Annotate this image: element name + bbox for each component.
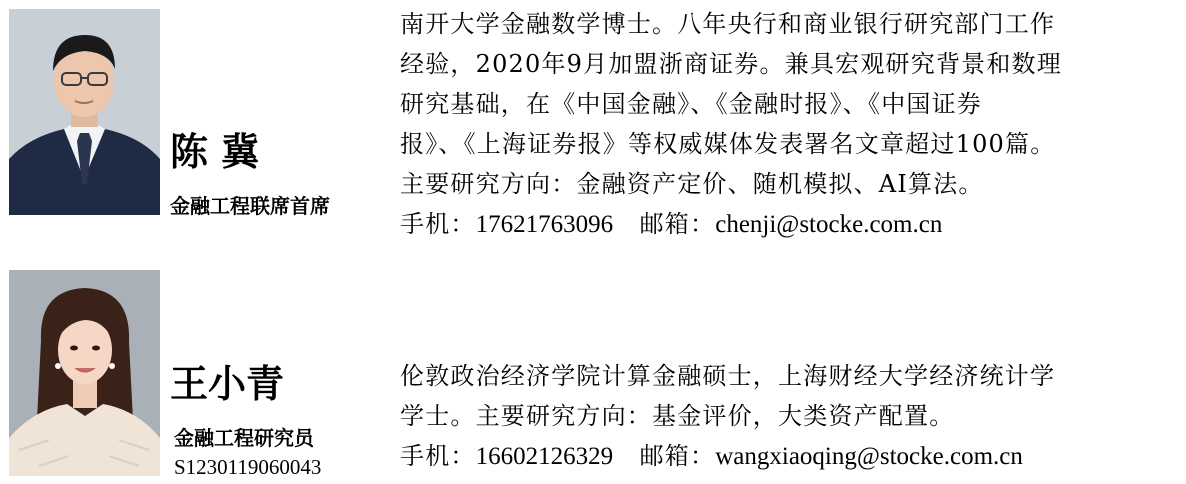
contact-line bbox=[400, 436, 1186, 477]
analyst-name: 陈 冀 bbox=[170, 129, 260, 174]
research-focus: 主要研究方向：金融资产定价、随机模拟、AI算法。 bbox=[400, 170, 984, 198]
phone-number: 16602126329 bbox=[475, 443, 614, 470]
email-label: 邮箱： bbox=[639, 210, 716, 238]
analyst-name: 王小青 bbox=[170, 361, 285, 406]
analyst-photo-wang-xiaoqing bbox=[9, 270, 160, 476]
analyst-bio bbox=[400, 356, 1186, 477]
bio-line: 研究基础，在《中国金融》、《金融时报》、《中国证券 bbox=[400, 90, 982, 118]
analyst-bio bbox=[400, 4, 1186, 245]
analyst-photo-chen-ji bbox=[9, 9, 160, 215]
email-address[interactable]: chenji@stocke.com.cn bbox=[715, 211, 943, 238]
contact-line bbox=[400, 204, 1186, 245]
phone-label: 手机： bbox=[400, 210, 476, 238]
bio-line: 南开大学金融数学博士。八年央行和商业银行研究部门工作 bbox=[400, 10, 1056, 38]
bio-line: 学士。主要研究方向：基金评价，大类资产配置。 bbox=[400, 402, 955, 430]
bio-line: 报》、《上海证券报》等权威媒体发表署名文章超过100篇。 bbox=[400, 130, 1056, 158]
phone-number: 17621763096 bbox=[475, 211, 614, 238]
bio-line: 伦敦政治经济学院计算金融硕士，上海财经大学经济统计学 bbox=[400, 362, 1056, 390]
phone-label: 手机： bbox=[400, 442, 476, 470]
bio-line: 经验，2020年9月加盟浙商证券。兼具宏观研究背景和数理 bbox=[400, 50, 1062, 78]
analyst-title: 金融工程研究员 bbox=[174, 426, 314, 450]
certificate-number: S1230119060043 bbox=[174, 455, 322, 479]
email-address[interactable]: wangxiaoqing@stocke.com.cn bbox=[715, 443, 1023, 470]
analyst-title: 金融工程联席首席 bbox=[170, 194, 330, 218]
email-label: 邮箱： bbox=[639, 442, 716, 470]
